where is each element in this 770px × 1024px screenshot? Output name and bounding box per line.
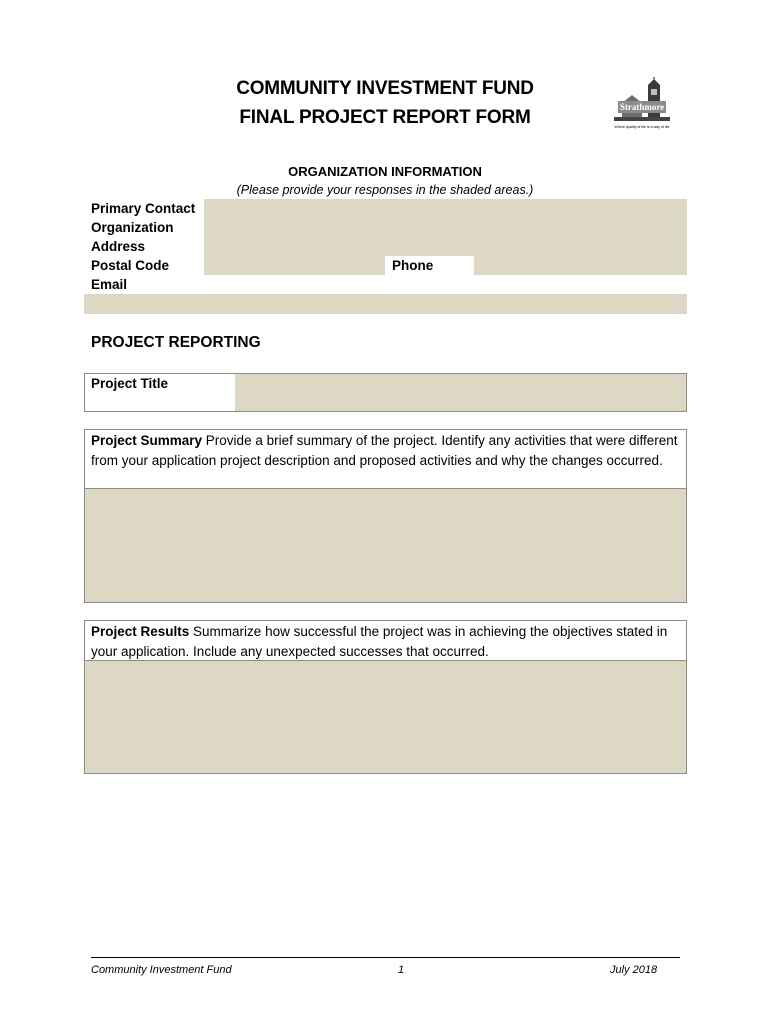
project-reporting-heading: PROJECT REPORTING <box>91 334 261 351</box>
organization-field[interactable] <box>204 218 687 237</box>
logo-wordmark: Strathmore <box>619 102 665 112</box>
shaded-areas-instructions: (Please provide your responses in the shaded areas.) <box>236 183 534 197</box>
project-results-label: Project Results <box>91 624 190 639</box>
form-title-line2: FINAL PROJECT REPORT FORM <box>239 107 531 128</box>
project-title-label: Project Title <box>91 376 169 391</box>
email-shaded-field[interactable] <box>84 294 687 314</box>
organization-info-heading: ORGANIZATION INFORMATION <box>288 164 482 179</box>
project-results-field[interactable] <box>85 661 686 773</box>
phone-label: Phone <box>392 258 434 273</box>
footer-date: July 2018 <box>610 964 658 976</box>
footer-rule <box>91 957 680 958</box>
address-label: Address <box>91 239 146 254</box>
project-title-field[interactable] <box>235 374 686 411</box>
address-field[interactable] <box>204 237 687 256</box>
form-title-line1: COMMUNITY INVESTMENT FUND <box>236 78 534 99</box>
postal-code-field[interactable] <box>204 256 385 275</box>
project-results-description: Summarize how successful the project was in achieving the objectives stated in your application. Include any unexpected successes that occurred. <box>91 624 668 659</box>
email-row-spacer <box>204 275 687 294</box>
postal-code-label: Postal Code <box>91 258 170 273</box>
project-summary-description: Provide a brief summary of the project. Identify any activities that were different from your application project description and proposed activities and why the changes occurred. <box>91 433 678 468</box>
organization-label: Organization <box>91 220 174 235</box>
primary-contact-field[interactable] <box>204 199 687 218</box>
project-summary-field[interactable] <box>85 489 686 602</box>
footer-page-number: 1 <box>398 964 405 976</box>
project-summary-label: Project Summary <box>91 433 203 448</box>
project-results-prompt <box>91 622 681 661</box>
phone-field[interactable] <box>474 256 687 275</box>
email-label: Email <box>91 277 128 292</box>
strathmore-logo <box>614 77 670 131</box>
footer-fund-name: Community Investment Fund <box>91 964 232 976</box>
primary-contact-label: Primary Contact <box>91 201 196 216</box>
project-summary-prompt <box>91 431 681 470</box>
logo-tagline: Where quality of life is a way of life <box>614 125 670 129</box>
